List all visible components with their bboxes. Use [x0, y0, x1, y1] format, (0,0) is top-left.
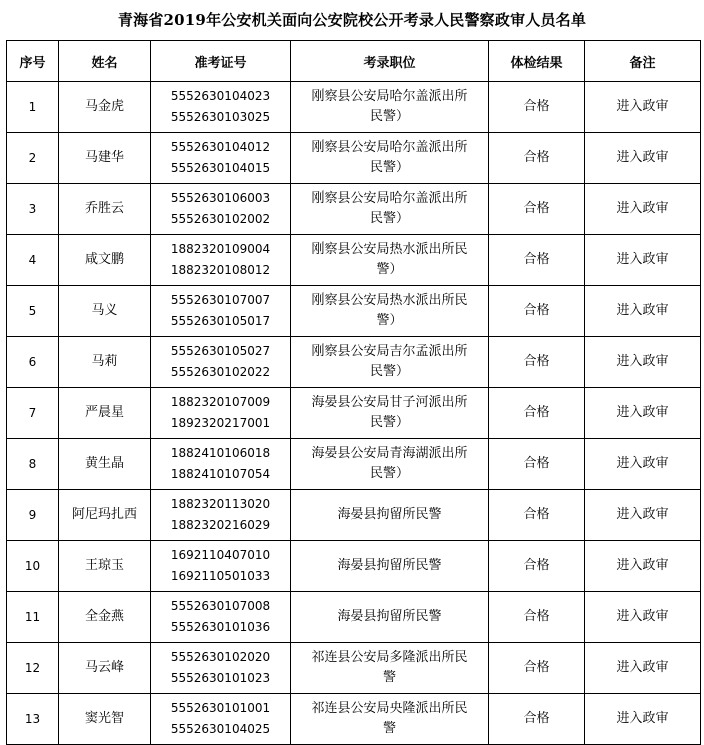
cell-seq: 5	[7, 286, 59, 337]
position-line-2: 民警）	[369, 160, 409, 175]
cell-position	[291, 133, 489, 184]
cell-seq: 1	[7, 82, 59, 133]
cell-name: 阿尼玛扎西	[59, 490, 151, 541]
cell-name: 马莉	[59, 337, 151, 388]
cell-exam-id	[151, 184, 291, 235]
position-line-2: 民警）	[369, 466, 409, 481]
exam-id-2: 1882320216029	[170, 518, 271, 532]
cell-exam-id	[151, 592, 291, 643]
position-line-1: 海晏县拘留所民警	[337, 609, 442, 624]
position-line-1: 海晏县公安局青海湖派出所	[311, 446, 468, 461]
cell-position	[291, 286, 489, 337]
exam-id-2: 5552630101036	[170, 620, 271, 634]
position-line-2: 警）	[376, 313, 403, 328]
exam-id-1: 1882410106018	[170, 446, 271, 460]
table-row	[7, 439, 701, 490]
table-row	[7, 388, 701, 439]
cell-exam-id	[151, 286, 291, 337]
cell-seq: 6	[7, 337, 59, 388]
cell-name: 马义	[59, 286, 151, 337]
cell-seq: 10	[7, 541, 59, 592]
cell-position	[291, 337, 489, 388]
cell-exam-id	[151, 133, 291, 184]
cell-name: 严晨星	[59, 388, 151, 439]
exam-id-1: 1692110407010	[170, 548, 271, 562]
exam-id-1: 5552630104023	[170, 89, 271, 103]
exam-id-1: 1882320113020	[170, 497, 271, 511]
cell-physical-result: 合格	[489, 133, 585, 184]
cell-physical-result: 合格	[489, 184, 585, 235]
exam-id-1: 5552630107008	[170, 599, 271, 613]
table-row	[7, 337, 701, 388]
cell-physical-result: 合格	[489, 490, 585, 541]
cell-name: 窦光智	[59, 694, 151, 745]
cell-exam-id	[151, 643, 291, 694]
exam-id-1: 1882320107009	[170, 395, 271, 409]
cell-remark: 进入政审	[585, 235, 701, 286]
position-line-1: 刚察县公安局热水派出所民	[311, 242, 468, 257]
cell-remark: 进入政审	[585, 541, 701, 592]
exam-id-1: 1882320109004	[170, 242, 271, 256]
cell-name: 全金燕	[59, 592, 151, 643]
cell-name: 马金虎	[59, 82, 151, 133]
table-row	[7, 490, 701, 541]
cell-position	[291, 490, 489, 541]
cell-exam-id	[151, 541, 291, 592]
position-line-1: 刚察县公安局哈尔盖派出所	[311, 89, 468, 104]
cell-exam-id	[151, 694, 291, 745]
cell-remark: 进入政审	[585, 388, 701, 439]
cell-exam-id	[151, 82, 291, 133]
cell-position	[291, 541, 489, 592]
exam-id-2: 5552630101023	[170, 671, 271, 685]
position-line-1: 刚察县公安局吉尔孟派出所	[311, 344, 468, 359]
cell-exam-id	[151, 235, 291, 286]
cell-name: 黄生晶	[59, 439, 151, 490]
exam-id-1: 5552630104012	[170, 140, 271, 154]
cell-remark: 进入政审	[585, 184, 701, 235]
cell-remark: 进入政审	[585, 490, 701, 541]
position-line-1: 刚察县公安局哈尔盖派出所	[311, 140, 468, 155]
table-row	[7, 643, 701, 694]
header-position: 考录职位	[291, 41, 489, 82]
cell-exam-id	[151, 388, 291, 439]
position-line-1: 祁连县公安局央隆派出所民	[311, 701, 468, 716]
candidate-table	[6, 40, 701, 745]
header-exam-id: 准考证号	[151, 41, 291, 82]
exam-id-1: 5552630106003	[170, 191, 271, 205]
cell-position	[291, 592, 489, 643]
cell-position	[291, 235, 489, 286]
table-row	[7, 82, 701, 133]
table-row	[7, 286, 701, 337]
cell-seq: 8	[7, 439, 59, 490]
cell-position	[291, 643, 489, 694]
cell-seq: 7	[7, 388, 59, 439]
cell-position	[291, 82, 489, 133]
table-row	[7, 235, 701, 286]
cell-name: 马云峰	[59, 643, 151, 694]
cell-remark: 进入政审	[585, 694, 701, 745]
exam-id-2: 5552630105017	[170, 314, 271, 328]
position-line-1: 刚察县公安局热水派出所民	[311, 293, 468, 308]
cell-position	[291, 388, 489, 439]
exam-id-1: 5552630102020	[170, 650, 271, 664]
position-line-1: 祁连县公安局多隆派出所民	[311, 650, 468, 665]
exam-id-2: 5552630102002	[170, 212, 271, 226]
exam-id-2: 5552630104025	[170, 722, 271, 736]
cell-position	[291, 439, 489, 490]
cell-exam-id	[151, 337, 291, 388]
exam-id-2: 1882320108012	[170, 263, 271, 277]
cell-seq: 4	[7, 235, 59, 286]
cell-position	[291, 694, 489, 745]
position-line-1: 海晏县拘留所民警	[337, 507, 442, 522]
cell-remark: 进入政审	[585, 592, 701, 643]
document-title: 青海省2019年公安机关面向公安院校公开考录人民警察政审人员名单	[117, 10, 587, 29]
cell-remark: 进入政审	[585, 439, 701, 490]
position-line-1: 海晏县公安局甘子河派出所	[311, 395, 468, 410]
cell-physical-result: 合格	[489, 235, 585, 286]
cell-seq: 3	[7, 184, 59, 235]
cell-seq: 13	[7, 694, 59, 745]
cell-remark: 进入政审	[585, 337, 701, 388]
cell-position	[291, 184, 489, 235]
table-row	[7, 592, 701, 643]
cell-physical-result: 合格	[489, 388, 585, 439]
cell-exam-id	[151, 490, 291, 541]
cell-remark: 进入政审	[585, 286, 701, 337]
header-seq: 序号	[7, 41, 59, 82]
cell-remark: 进入政审	[585, 133, 701, 184]
table-row	[7, 541, 701, 592]
cell-name: 乔胜云	[59, 184, 151, 235]
exam-id-1: 5552630107007	[170, 293, 271, 307]
position-line-2: 民警）	[369, 415, 409, 430]
cell-name: 咸文鹏	[59, 235, 151, 286]
header-physical-result: 体检结果	[489, 41, 585, 82]
exam-id-2: 5552630104015	[170, 161, 271, 175]
cell-physical-result: 合格	[489, 82, 585, 133]
cell-exam-id	[151, 439, 291, 490]
header-remark: 备注	[585, 41, 701, 82]
position-line-2: 警	[382, 721, 396, 736]
exam-id-1: 5552630105027	[170, 344, 271, 358]
table-row	[7, 694, 701, 745]
cell-seq: 9	[7, 490, 59, 541]
position-line-2: 民警）	[369, 364, 409, 379]
cell-physical-result: 合格	[489, 694, 585, 745]
cell-physical-result: 合格	[489, 286, 585, 337]
exam-id-1: 5552630101001	[170, 701, 271, 715]
exam-id-2: 1882410107054	[170, 467, 271, 481]
cell-name: 王琼玉	[59, 541, 151, 592]
position-line-1: 刚察县公安局哈尔盖派出所	[311, 191, 468, 206]
position-line-2: 民警）	[369, 211, 409, 226]
cell-seq: 11	[7, 592, 59, 643]
header-name: 姓名	[59, 41, 151, 82]
cell-name: 马建华	[59, 133, 151, 184]
cell-physical-result: 合格	[489, 337, 585, 388]
cell-seq: 12	[7, 643, 59, 694]
table-header-row	[7, 41, 701, 82]
position-line-2: 警）	[376, 262, 403, 277]
position-line-2: 警	[382, 670, 396, 685]
table-row	[7, 184, 701, 235]
cell-seq: 2	[7, 133, 59, 184]
exam-id-2: 1692110501033	[170, 569, 271, 583]
cell-remark: 进入政审	[585, 643, 701, 694]
exam-id-2: 5552630103025	[170, 110, 271, 124]
cell-physical-result: 合格	[489, 643, 585, 694]
exam-id-2: 5552630102022	[170, 365, 271, 379]
exam-id-2: 1892320217001	[170, 416, 271, 430]
cell-physical-result: 合格	[489, 439, 585, 490]
cell-physical-result: 合格	[489, 592, 585, 643]
position-line-1: 海晏县拘留所民警	[337, 558, 442, 573]
position-line-2: 民警）	[369, 109, 409, 124]
table-row	[7, 133, 701, 184]
cell-remark: 进入政审	[585, 82, 701, 133]
cell-physical-result: 合格	[489, 541, 585, 592]
